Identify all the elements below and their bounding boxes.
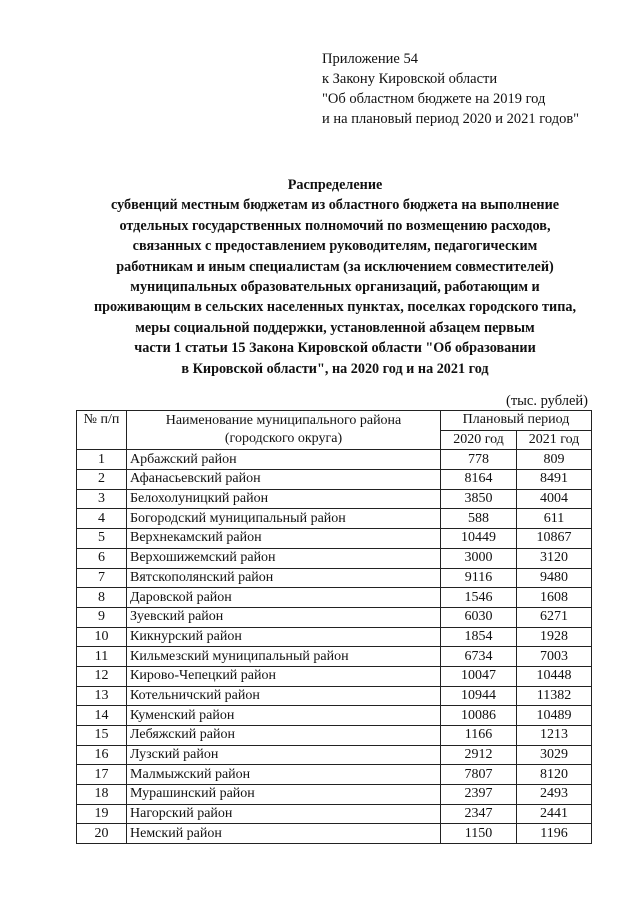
- value-2021: 10489: [517, 706, 592, 726]
- table-row: [77, 489, 592, 509]
- row-number: 9: [77, 607, 127, 627]
- district-name: Немский район: [127, 824, 441, 844]
- district-name: Вятскополянский район: [127, 568, 441, 588]
- value-2021: 1608: [517, 588, 592, 608]
- table-row: [77, 450, 592, 470]
- table-row: [77, 804, 592, 824]
- value-2020: 1546: [441, 588, 517, 608]
- district-name: Кикнурский район: [127, 627, 441, 647]
- row-number: 7: [77, 568, 127, 588]
- value-2021: 8491: [517, 470, 592, 490]
- table-row: [77, 568, 592, 588]
- table-row: [77, 706, 592, 726]
- title-line: субвенций местным бюджетам из областного бюджета на выполнение: [110, 197, 560, 214]
- district-name: Зуевский район: [127, 607, 441, 627]
- value-2020: 6030: [441, 607, 517, 627]
- value-2020: 6734: [441, 647, 517, 667]
- district-name: Котельничский район: [127, 686, 441, 706]
- value-2020: 2347: [441, 804, 517, 824]
- document-title: [70, 175, 600, 379]
- district-name: Богородский муниципальный район: [127, 509, 441, 529]
- district-name: Куменский район: [127, 706, 441, 726]
- district-name: Малмыжский район: [127, 765, 441, 785]
- value-2021: 11382: [517, 686, 592, 706]
- table-row: [77, 607, 592, 627]
- annex-line: Приложение 54: [322, 51, 418, 67]
- district-name: Лузский район: [127, 745, 441, 765]
- value-2020: 588: [441, 509, 517, 529]
- district-name: Кирово-Чепецкий район: [127, 666, 441, 686]
- table-row: [77, 686, 592, 706]
- header-district-name: [127, 411, 441, 450]
- value-2021: 9480: [517, 568, 592, 588]
- row-number: 17: [77, 765, 127, 785]
- value-2021: 1213: [517, 726, 592, 746]
- title-heading: Распределение: [287, 177, 383, 193]
- table-row: [77, 785, 592, 805]
- row-number: 2: [77, 470, 127, 490]
- district-name: Кильмезский муниципальный район: [127, 647, 441, 667]
- district-name: Нагорский район: [127, 804, 441, 824]
- header-planned-period: Плановый период: [441, 411, 592, 431]
- value-2020: 1150: [441, 824, 517, 844]
- value-2020: 778: [441, 450, 517, 470]
- row-number: 14: [77, 706, 127, 726]
- value-2021: 7003: [517, 647, 592, 667]
- header-name-line: (городского округа): [224, 431, 343, 447]
- annex-line: к Закону Кировской области: [322, 71, 498, 87]
- table-row: [77, 745, 592, 765]
- table-row: [77, 726, 592, 746]
- value-2020: 2912: [441, 745, 517, 765]
- annex-line: "Об областном бюджете на 2019 год: [322, 91, 546, 107]
- value-2020: 3000: [441, 548, 517, 568]
- table-row: [77, 548, 592, 568]
- distribution-table: [76, 410, 592, 844]
- value-2021: 809: [517, 450, 592, 470]
- title-line: работникам и иным специалистам (за исключением совместителей): [116, 258, 554, 275]
- row-number: 3: [77, 489, 127, 509]
- row-number: 18: [77, 785, 127, 805]
- value-2021: 2493: [517, 785, 592, 805]
- value-2021: 4004: [517, 489, 592, 509]
- annex-reference: [322, 49, 579, 129]
- row-number: 12: [77, 666, 127, 686]
- table-row: [77, 627, 592, 647]
- value-2020: 10944: [441, 686, 517, 706]
- value-2021: 2441: [517, 804, 592, 824]
- table-row: [77, 588, 592, 608]
- header-year-2020: 2020 год: [441, 430, 517, 450]
- table-row: [77, 509, 592, 529]
- row-number: 15: [77, 726, 127, 746]
- table-row: [77, 666, 592, 686]
- value-2020: 10047: [441, 666, 517, 686]
- value-2020: 3850: [441, 489, 517, 509]
- table-row: [77, 529, 592, 549]
- value-2021: 10867: [517, 529, 592, 549]
- annex-line: и на плановый период 2020 и 2021 годов": [322, 111, 580, 127]
- value-2021: 3120: [517, 548, 592, 568]
- row-number: 10: [77, 627, 127, 647]
- header-year-2021: 2021 год: [517, 430, 592, 450]
- table-row: [77, 647, 592, 667]
- row-number: 11: [77, 647, 127, 667]
- district-name: Арбажский район: [127, 450, 441, 470]
- row-number: 1: [77, 450, 127, 470]
- title-line: отдельных государственных полномочий по возмещению расходов,: [119, 217, 551, 234]
- title-line: муниципальных образовательных организаций, работающим и: [130, 279, 540, 296]
- table-row: [77, 824, 592, 844]
- row-number: 6: [77, 548, 127, 568]
- value-2020: 8164: [441, 470, 517, 490]
- header-number: № п/п: [77, 411, 127, 450]
- table-row: [77, 765, 592, 785]
- row-number: 5: [77, 529, 127, 549]
- value-2020: 7807: [441, 765, 517, 785]
- value-2020: 10086: [441, 706, 517, 726]
- district-name: Верхнекамский район: [127, 529, 441, 549]
- header-name-line: Наименование муниципального района: [165, 413, 402, 429]
- row-number: 13: [77, 686, 127, 706]
- value-2020: 10449: [441, 529, 517, 549]
- row-number: 16: [77, 745, 127, 765]
- value-2021: 3029: [517, 745, 592, 765]
- row-number: 19: [77, 804, 127, 824]
- district-name: Лебяжский район: [127, 726, 441, 746]
- district-name: Мурашинский район: [127, 785, 441, 805]
- district-name: Даровской район: [127, 588, 441, 608]
- title-line: меры социальной поддержки, установленной абзацем первым: [135, 319, 535, 336]
- title-line: связанных с предоставлением руководителям, педагогическим: [132, 238, 538, 255]
- value-2021: 8120: [517, 765, 592, 785]
- value-2020: 1166: [441, 726, 517, 746]
- value-2020: 2397: [441, 785, 517, 805]
- row-number: 4: [77, 509, 127, 529]
- title-line: в Кировской области", на 2020 год и на 2021 год: [181, 360, 489, 377]
- value-2021: 10448: [517, 666, 592, 686]
- title-line: проживающим в сельских населенных пунктах, поселках городского типа,: [93, 299, 577, 316]
- value-2020: 1854: [441, 627, 517, 647]
- value-2021: 1196: [517, 824, 592, 844]
- value-2021: 1928: [517, 627, 592, 647]
- title-line: части 1 статьи 15 Закона Кировской области "Об образовании: [134, 340, 536, 357]
- district-name: Белохолуницкий район: [127, 489, 441, 509]
- district-name: Афанасьевский район: [127, 470, 441, 490]
- units-label: (тыс. рублей): [506, 393, 588, 409]
- district-name: Верхошижемский район: [127, 548, 441, 568]
- table-row: [77, 470, 592, 490]
- value-2021: 6271: [517, 607, 592, 627]
- row-number: 8: [77, 588, 127, 608]
- row-number: 20: [77, 824, 127, 844]
- value-2021: 611: [517, 509, 592, 529]
- value-2020: 9116: [441, 568, 517, 588]
